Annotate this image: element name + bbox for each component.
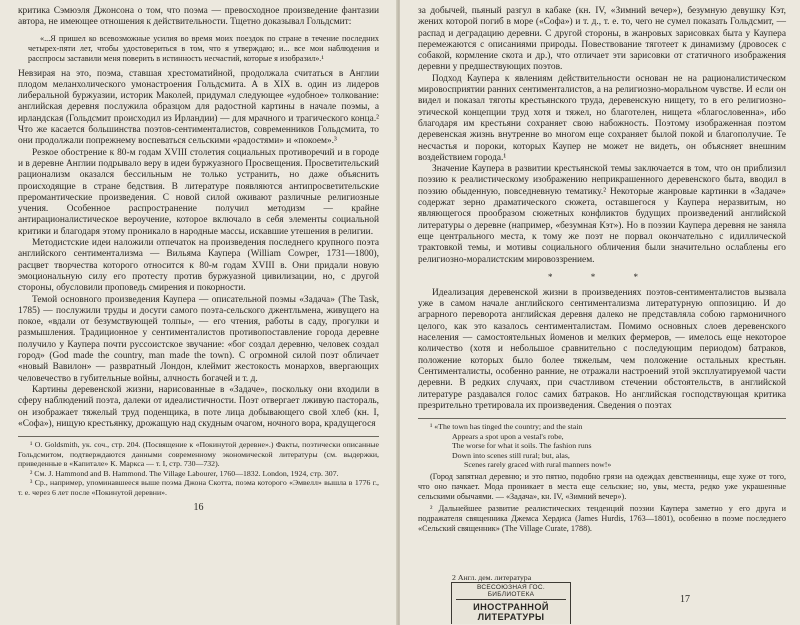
body-paragraph: Подход Каупера к явлениям действительности основан не на рационалистическом мировосприятии ранних сентименталистов, а на религиозно-моральном чувстве. И если он видел и показал тяготы крестьянского труда, деревенскую нищету, то в его религиозно-этической концепции труд хотя и тяжел, но благотелен, нищета «благословенна», ибо благодаря им крестьяни сохраняет свою набожность. Поэтому изображенная поэтом деревенская жизнь внутренне во многом еще сохраняет былой покой и благополучие. Те несчастья и пороки, которых Каупер не может не видеть, он объясняет внешним воздействием города.¹ bbox=[418, 73, 786, 163]
body-paragraph: Значение Каупера в развитии крестьянской темы заключается в том, что он приблизил поэзию к реалистическому изображению неприкрашенного деревенского быта, вводил в поэзию обыденную, повседневную тематику.² Некоторые жанровые картинки в «Задаче» содержат зерно драматического сюжета, оставшегося у Каупера неразвитым, но являющегося прообразом сюжетных конфликтов будущих произведений английской литературы о деревне (например, «безумная Кэт»). Но в поэзии Каупера деревня не заняла еще центрального места, к тому же поэт не порвал окончательно с идиллической трактовкой темы, и мотивы социального обличения были значительно ослаблены его религиозно-моралистским мировоззрением. bbox=[418, 164, 786, 265]
body-paragraph: Невзирая на это, поэма, ставшая хрестоматийной, продолжала считаться в Англии плодом меланхолического умонастроения Гольдсмита. А в XIX в. один из лидеров либеральной буржуазии, историк Маколей, придумал следующее «удобное» толкование: английская деревня послужила образцом для радостной картины в начале поэмы, а ирландская (Гольдсмит происходил из Ирландии) — для мрачного и трагического конца.² Что же касается большинства поэтов-сентименталистов, современников Гольдсмита, то они продолжали попрежнему воспеваться сельскими «радостями» и «покоем».³ bbox=[18, 68, 379, 147]
right-page bbox=[400, 0, 800, 625]
poem-footnote bbox=[418, 418, 786, 470]
intro-paragraph: критика Сэмюэля Джонсона о том, что поэма — превосходное произведение фантазии автора, не имеющее отношения к действительности. Тщетно доказывал Гольдсмит: bbox=[18, 6, 379, 28]
footnotes bbox=[18, 436, 379, 498]
poem-line: Down into scenes still rural; but, alas, bbox=[452, 450, 570, 460]
footnote: ² См. J. Hammond and B. Hammond. The Village Labourer, 1760—1832. London, 1924, стр. 307. bbox=[30, 468, 339, 478]
goldsmith-quote: «...Я пришел ко всевозможные усилия во время моих поездок по стране в течение последних четырех-пяти лет, чтобы удостовериться в том, что я утверждаю; и... все мои наблюдения и расспросы заставили меня поверить в истинность несчастий, которые я изобразил».¹ bbox=[28, 33, 379, 63]
footnotes bbox=[418, 472, 786, 534]
poem-line: ¹ «The town has tinged the country; and the stain bbox=[430, 422, 583, 432]
library-stamp bbox=[451, 582, 571, 624]
page-number: 16 bbox=[193, 501, 204, 513]
page-number: 17 bbox=[680, 594, 690, 605]
footnote: ¹ O. Goldsmith, ук. соч., стр. 204. (Посвящение к «Покинутой деревне».) Факты, поэтически описанные Гольдсмитом, подтверждаются данными современному экономической литературы (см. выдержки, приведенные в «Капитале» К. Маркса — т. I, стр. 730—732). bbox=[18, 440, 379, 469]
body-paragraph: Темой основного произведения Каупера — описательной поэмы «Задача» (The Task, 1785) — послужили труды и досуги самого поэта-сельского джентльмена, живущего на покое, «вдали от безумствующей толпы», — его чтения, работы в саду, прогулки и размышления. Традиционное у сентименталистов противопоставление города деревне получило у Каупера почти руссоистское звучание: «бог создал деревню, человек создал город» (God made the country, man made the town). С огромной силой поэт обличает «новый Вавилон» — развратный Лондон, клеймит жестокость монархов, ввергающих человечество в губительные войны, алчность богачей и т. д. bbox=[18, 294, 379, 384]
poem-line: The worse for what it soils. The fashion runs bbox=[452, 441, 592, 451]
left-page bbox=[0, 0, 397, 625]
printer-signature: 2 Англ. дем. литература bbox=[452, 573, 532, 582]
section-divider: * * * bbox=[548, 271, 656, 282]
body-paragraph: за добычей, пьяный разгул в кабаке (кн. IV, «Зимний вечер»), безумную девушку Кэт, жених которой погиб в море («Софа») и т. д., т. е. то, чего не сумел показать Гольдсмит, — распад и деградацию деревни. С другой стороны, в жанровых зарисовках быта у Каупера перемежаются с описаниями природы. Повествование тяготеет к динамизму (дровосек с собакой, кормление скота и др.), что отличает эти зарисовки от статичного изображения деревни у предшествующих поэтов. bbox=[418, 6, 786, 73]
footnote: ³ Ср., например, упоминавшееся выше поэма Джона Скотта, поэма которого «Эмвелл» вышла в 1776 г., т. е. через 6 лет после «Покинутой деревни». bbox=[18, 478, 379, 498]
footnote: (Город запятнал деревню; и это пятно, подобно грязи на одеждах девственницы, еще хуже от того, что оно пачкает. Мода проникает в места еще сельские; но, увы, места, редко уже украшенные сельскими обычаями. — «Задача», кн. IV, «Зимний вечер»). bbox=[418, 472, 786, 502]
body-paragraph: Идеализация деревенской жизни в произведениях поэтов-сентименталистов вызвала уже в самом начале английского сентиментализма литературную оппозицию. И до аграрного переворота английская деревня далеко не представляла собою гармоничного целого, как это казалось сентименталистам. Помимо основных слоев деревенского населения — самостоятельных йоменов и мелких фермеров, — имелось еще некоторое количество (хотя и небольшое сравнительно с последующим периодом) батраков, положение которых было более тяжелым, чем положение остальных крестьян. Сентименталисты, особенно ранние, не отражали настроений этой эксплуатируемой части деревни. В редких случаях, при счастливом стечении обстоятельств, в английской литературе раздавался голос самих батраков. Но английская господствующая критика презрительно третировала их произведения. Сведения о поэтах bbox=[418, 287, 786, 411]
body-paragraph: Резкое обострение к 80-м годам XVIII столетия социальных противоречий и в городе и в деревне Англии подрывало веру в идеи буржуазного Просвещения. Просветительский рационализм оказался бессильным не только устранить, но даже объяснить происходящие в стране бедствия. В литературе появляются антипросветительские преромантические произведения. С новой силой оживают различные религиозные учения. Особенное распространение получил методизм — крайне антирационалистическое вероучение, которое включало в себя элементы социальной критики и благодаря этому проникало в народные массы, искавшие утешения в религии. bbox=[18, 147, 379, 237]
body-paragraph: Картины деревенской жизни, нарисованные в «Задаче», поскольку они входили в сферу наблюдений поэта, далеки от идеалистичности. Поэт отвергает лживую пастораль, он изображает тяжелый труд поденщика, в поте лица добывающего свой хлеб (кн. I, «Софа»), нищую крестьянку, дрожащую над скудным очагом, ночного вора, крадущегося bbox=[18, 384, 379, 429]
poem-line: Appears a spot upon a vestal's robe, bbox=[452, 431, 564, 441]
stamp-line: ИНОСТРАННОЙ bbox=[473, 602, 549, 612]
stamp-line: ЛИТЕРАТУРЫ bbox=[477, 612, 545, 622]
poem-line: Scenes rarely graced with rural manners now!» bbox=[464, 460, 612, 470]
footnote: ² Дальнейшее развитие реалистических тенденций поэзии Каупера заметно у его друга и подражателя священника Джемса Хердиса (James Hurdis, 1763—1801), особенно в поэме последнего «Сельский священник» (The Village Curate, 1788). bbox=[418, 504, 786, 534]
stamp-line: ВСЕСОЮЗНАЯ ГОС. БИБЛИОТЕКА bbox=[456, 584, 566, 600]
body-paragraph: Методистские идеи наложили отпечаток на произведения последнего крупного поэта английского сентиментализма — Вильяма Каупера (William Cowper, 1731—1800), расцвет творчества которого относится к 80-м годам XVIII в. Они придали новую эмоциональную силу его протесту против буржуазной цивилизации, но, с другой стороны, обусловили проповедь смирения и покорности. bbox=[18, 238, 379, 294]
